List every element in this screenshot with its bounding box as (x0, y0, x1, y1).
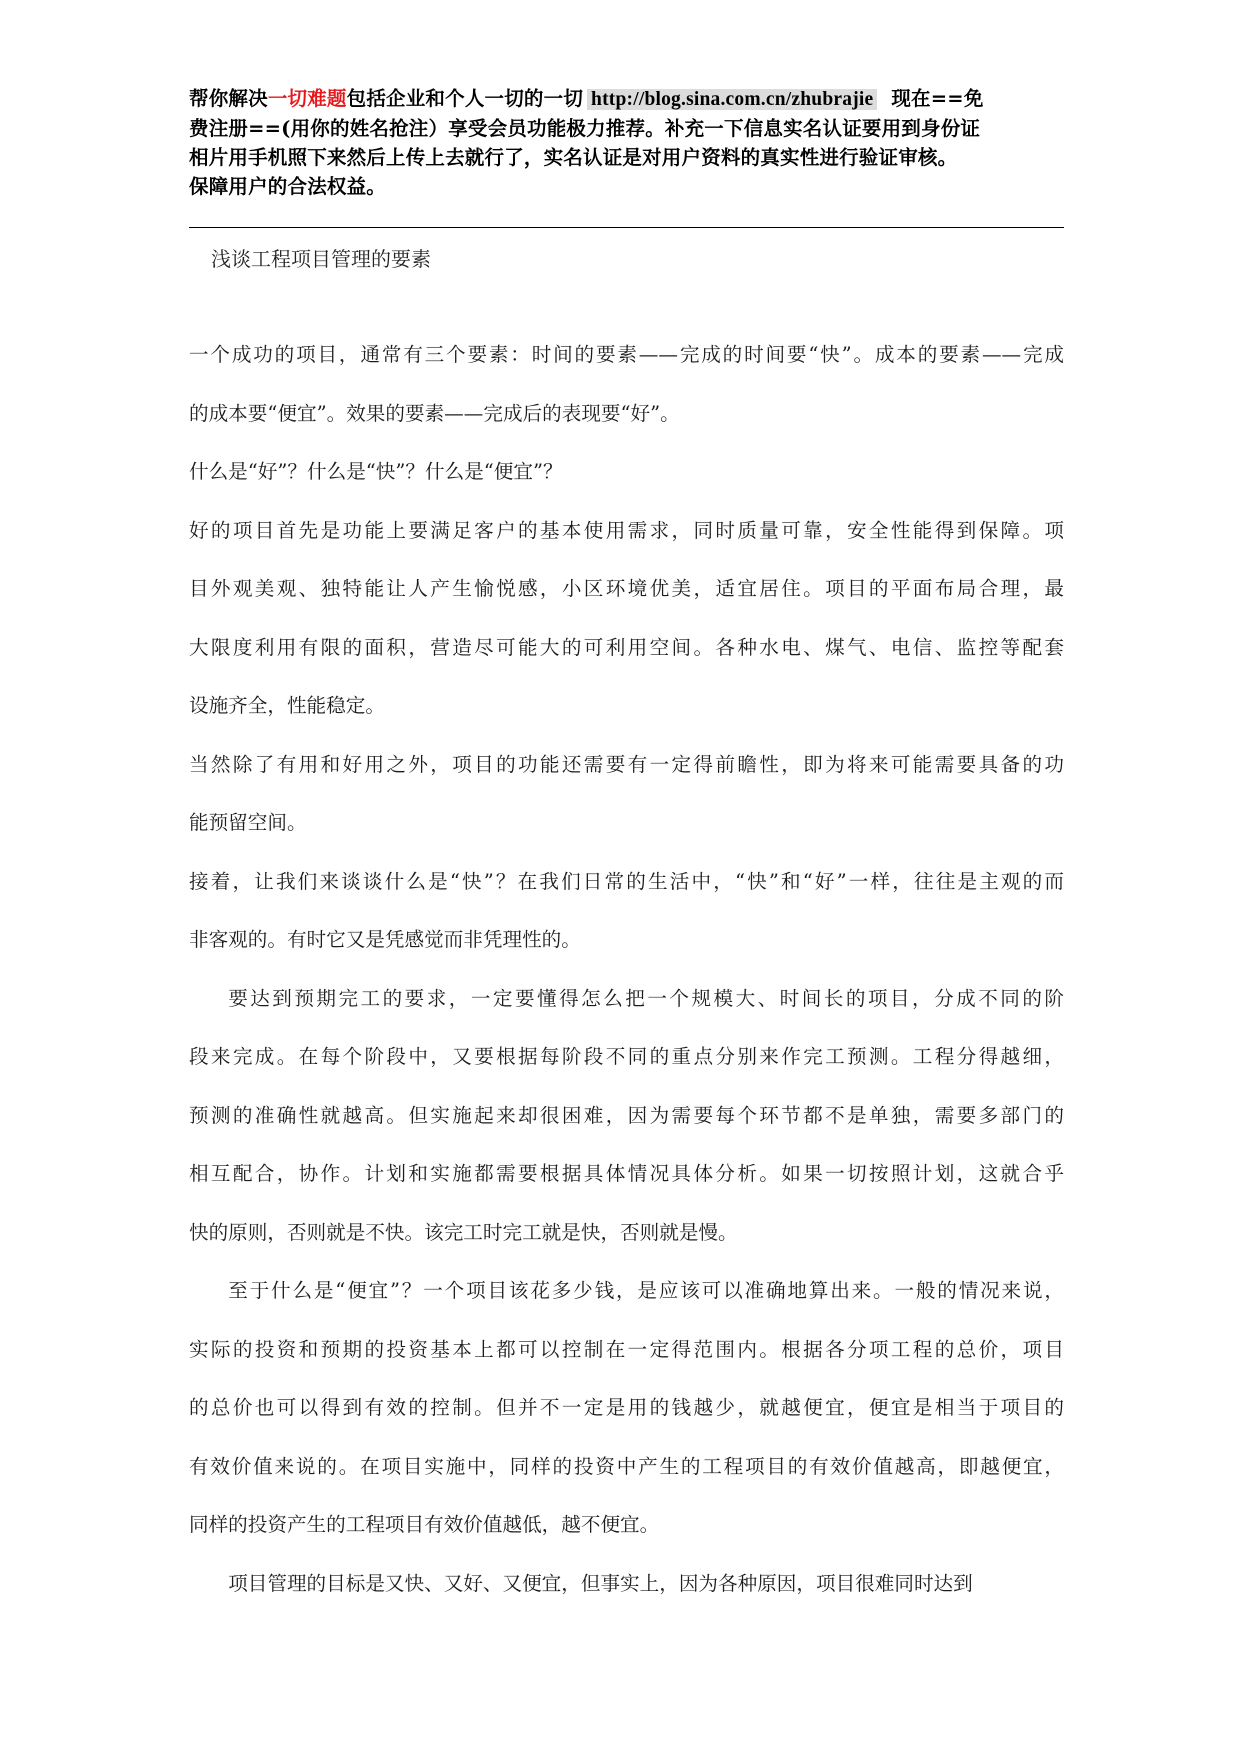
paragraph-line: 快的原则，否则就是不快。该完工时完工就是快，否则就是慢。 (189, 1220, 738, 1244)
header-divider (189, 227, 1064, 228)
header-banner (189, 84, 1064, 201)
article-paragraph (189, 1262, 1064, 1555)
article-paragraph (189, 326, 1064, 443)
paragraph-line: 预测的准确性就越高。但实施起来却很困难，因为需要每个环节都不是单独，需要多部门的 (189, 1103, 1064, 1127)
paragraph-line: 目外观美观、独特能让人产生愉悦感，小区环境优美，适宜居住。项目的平面布局合理，最 (189, 577, 1064, 600)
paragraph-line: 有效价值来说的。在项目实施中，同样的投资中产生的工程项目的有效价值越高，即越便宜， (189, 1454, 1064, 1478)
article-title: 浅谈工程项目管理的要素 (211, 247, 431, 271)
paragraph-line: 同样的投资产生的工程项目有效价值越低，越不便宜。 (189, 1513, 660, 1536)
paragraph-line: 非客观的。有时它又是凭感觉而非凭理性的。 (189, 928, 581, 951)
paragraph-line: 相互配合，协作。计划和实施都需要根据具体情况具体分析。如果一切按照计划，这就合乎 (189, 1162, 1064, 1185)
paragraph-line: 接着，让我们来谈谈什么是“快”？在我们日常的生活中，“快”和“好”一样，往往是主观的而 (189, 869, 1064, 893)
article-paragraph (189, 1555, 1064, 1614)
paragraph-line: 大限度利用有限的面积，营造尽可能大的可利用空间。各种水电、煤气、电信、监控等配套 (189, 635, 1064, 659)
paragraph-line: 一个成功的项目，通常有三个要素：时间的要素——完成的时间要“快”。成本的要素——完成 (189, 343, 1064, 366)
paragraph-line: 好的项目首先是功能上要满足客户的基本使用需求，同时质量可靠，安全性能得到保障。项 (189, 518, 1064, 542)
article-paragraph (189, 443, 1064, 502)
article-paragraph (189, 853, 1064, 970)
header-line-2: 费注册==(用你的姓名抢注）享受会员功能极力推荐。补充一下信息实名认证要用到身份证 (189, 117, 981, 140)
article-paragraph (189, 970, 1064, 1263)
header-text-2: 包括企业和个人一切的一切 (346, 87, 584, 110)
header-text-3: 现在==免 (891, 87, 984, 110)
paragraph-line: 段来完成。在每个阶段中，又要根据每阶段不同的重点分别来作完工预测。工程分得越细， (189, 1045, 1064, 1068)
paragraph-line: 什么是“好”？什么是“快”？什么是“便宜”？ (189, 460, 563, 483)
paragraph-line: 项目管理的目标是又快、又好、又便宜，但事实上，因为各种原因，项目很难同时达到 (228, 1571, 973, 1595)
header-line-3: 相片用手机照下来然后上传上去就行了，实名认证是对用户资料的真实性进行验证审核。 (189, 146, 958, 169)
blog-url-link[interactable]: http://blog.sina.com.cn/zhubrajie (587, 89, 877, 110)
paragraph-line: 的成本要“便宜”。效果的要素——完成后的表现要“好”。 (189, 401, 680, 425)
article-body (189, 326, 1064, 1613)
paragraph-line: 的总价也可以得到有效的控制。但并不一定是用的钱越少，就越便宜，便宜是相当于项目的 (189, 1396, 1064, 1419)
header-line-4: 保障用户的合法权益。 (189, 175, 387, 198)
paragraph-line: 设施齐全，性能稳定。 (189, 694, 385, 717)
paragraph-line: 要达到预期完工的要求，一定要懂得怎么把一个规模大、时间长的项目，分成不同的阶 (228, 986, 1064, 1010)
article-paragraph (189, 736, 1064, 853)
paragraph-line: 当然除了有用和好用之外，项目的功能还需要有一定得前瞻性，即为将来可能需要具备的功 (189, 752, 1064, 776)
paragraph-line: 能预留空间。 (189, 811, 307, 834)
header-line-1 (189, 84, 1064, 114)
header-text-1: 帮你解决 (189, 87, 268, 110)
paragraph-line: 实际的投资和预期的投资基本上都可以控制在一定得范围内。根据各分项工程的总价，项目 (189, 1337, 1064, 1361)
article-paragraph (189, 502, 1064, 736)
header-highlight: 一切难题 (267, 87, 347, 110)
paragraph-line: 至于什么是“便宜”？一个项目该花多少钱，是应该可以准确地算出来。一般的情况来说， (228, 1279, 1064, 1302)
